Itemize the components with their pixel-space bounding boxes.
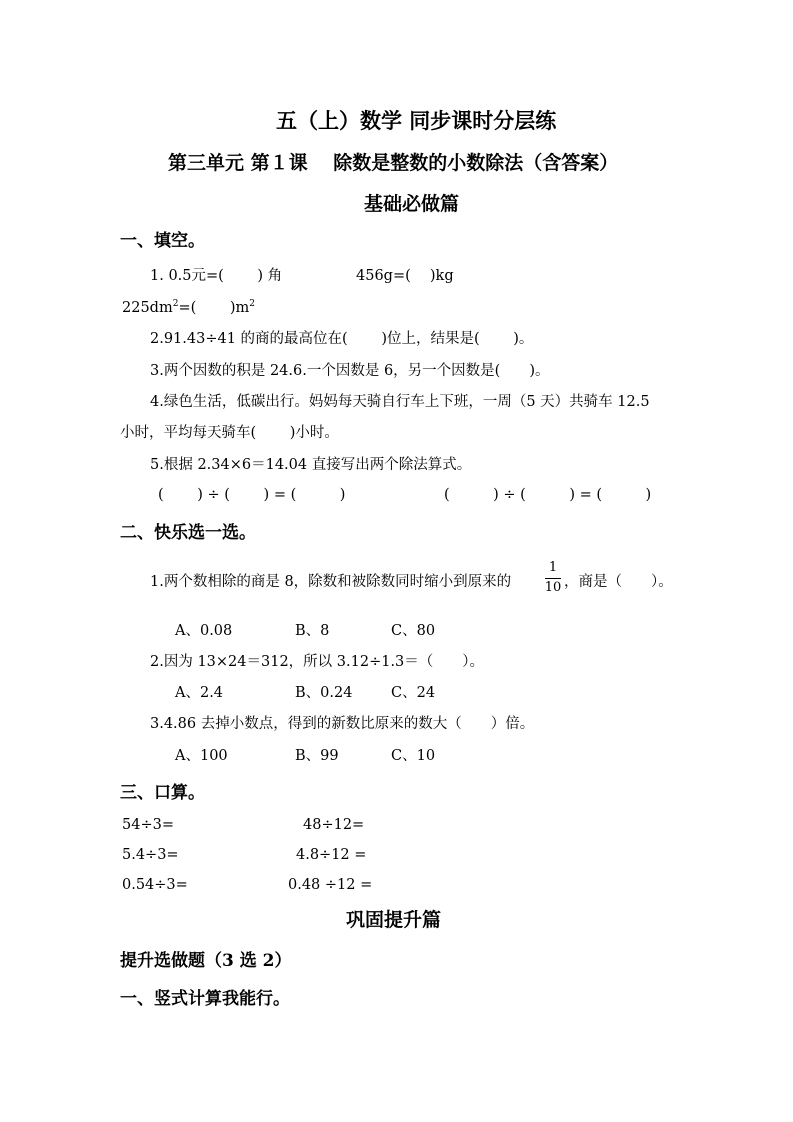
mental-math-item: 0.54÷3=: [122, 877, 188, 893]
question-1c-sup1: 2: [172, 299, 179, 309]
choice-3-option-b: B、99: [295, 748, 339, 764]
mental-math-item: 0.48 ÷12 =: [288, 877, 373, 893]
question-5-blanks-a: ( ) ÷ ( ) = ( ): [158, 487, 346, 503]
question-5-blanks-b: ( ) ÷ ( ) = ( ): [444, 487, 652, 503]
part-heading-basic: 基础必做篇: [364, 193, 460, 215]
mental-math-item: 48÷12=: [303, 817, 365, 833]
question-4-line2: 小时，平均每天骑车( )小时。: [120, 425, 339, 441]
choice-1-option-b: B、8: [295, 623, 330, 639]
question-4-line1: 4.绿色生活，低碳出行。妈妈每天骑自行车上下班，一周（5 天）共骑车 12.5: [150, 394, 650, 410]
part-heading-advanced: 巩固提升篇: [346, 909, 442, 931]
mental-math-item: 5.4÷3=: [122, 847, 179, 863]
choice-question-1-post: ，商是（ ）。: [564, 574, 673, 590]
question-1c-pre: 225dm: [122, 300, 173, 316]
question-1a: 1. 0.5元=( ) 角: [150, 268, 283, 284]
question-1b: 456g=( )kg: [356, 268, 454, 284]
fraction-numerator: 1: [548, 560, 558, 575]
fraction-bar: [545, 578, 561, 579]
mental-math-item: 54÷3=: [122, 817, 174, 833]
fraction-denominator: 10: [544, 580, 562, 595]
mental-math-item: 4.8÷12 =: [296, 847, 367, 863]
question-2: 2.91.43÷41 的商的最高位在( )位上，结果是( )。: [150, 331, 534, 347]
page-subtitle: 第三单元 第１课 除数是整数的小数除法（含答案）: [168, 152, 619, 174]
question-1c-sup2: 2: [249, 299, 256, 309]
choice-1-option-a: A、0.08: [175, 623, 233, 639]
choice-question-2: 2.因为 13×24＝312，所以 3.12÷1.3＝（ ）。: [150, 654, 485, 670]
choice-3-option-a: A、100: [175, 748, 228, 764]
section-heading-fill-blank: 一、填空。: [120, 231, 205, 251]
question-1c-post: =( )m: [178, 300, 250, 316]
choice-2-option-c: C、24: [391, 685, 436, 701]
choice-3-option-c: C、10: [391, 748, 436, 764]
section-heading-vertical-calc: 一、竖式计算我能行。: [120, 989, 290, 1009]
question-3: 3.两个因数的积是 24.6.一个因数是 6，另一个因数是( )。: [150, 363, 550, 379]
section-heading-mental-math: 三、口算。: [120, 783, 205, 803]
section-heading-choice: 二、快乐选一选。: [120, 523, 256, 543]
choice-2-option-a: A、2.4: [175, 685, 224, 701]
question-5: 5.根据 2.34×6＝14.04 直接写出两个除法算式。: [150, 457, 472, 473]
choice-1-option-c: C、80: [391, 623, 436, 639]
question-1c: [122, 296, 255, 317]
choice-2-option-b: B、0.24: [295, 685, 353, 701]
choice-question-1-pre: 1.两个数相除的商是 8，除数和被除数同时缩小到原来的: [150, 574, 512, 590]
choice-question-3: 3.4.86 去掉小数点，得到的新数比原来的数大（ ）倍。: [150, 716, 535, 732]
elective-heading: 提升选做题（3 选 2）: [120, 951, 292, 971]
page-title: 五（上）数学 同步课时分层练: [276, 108, 557, 133]
